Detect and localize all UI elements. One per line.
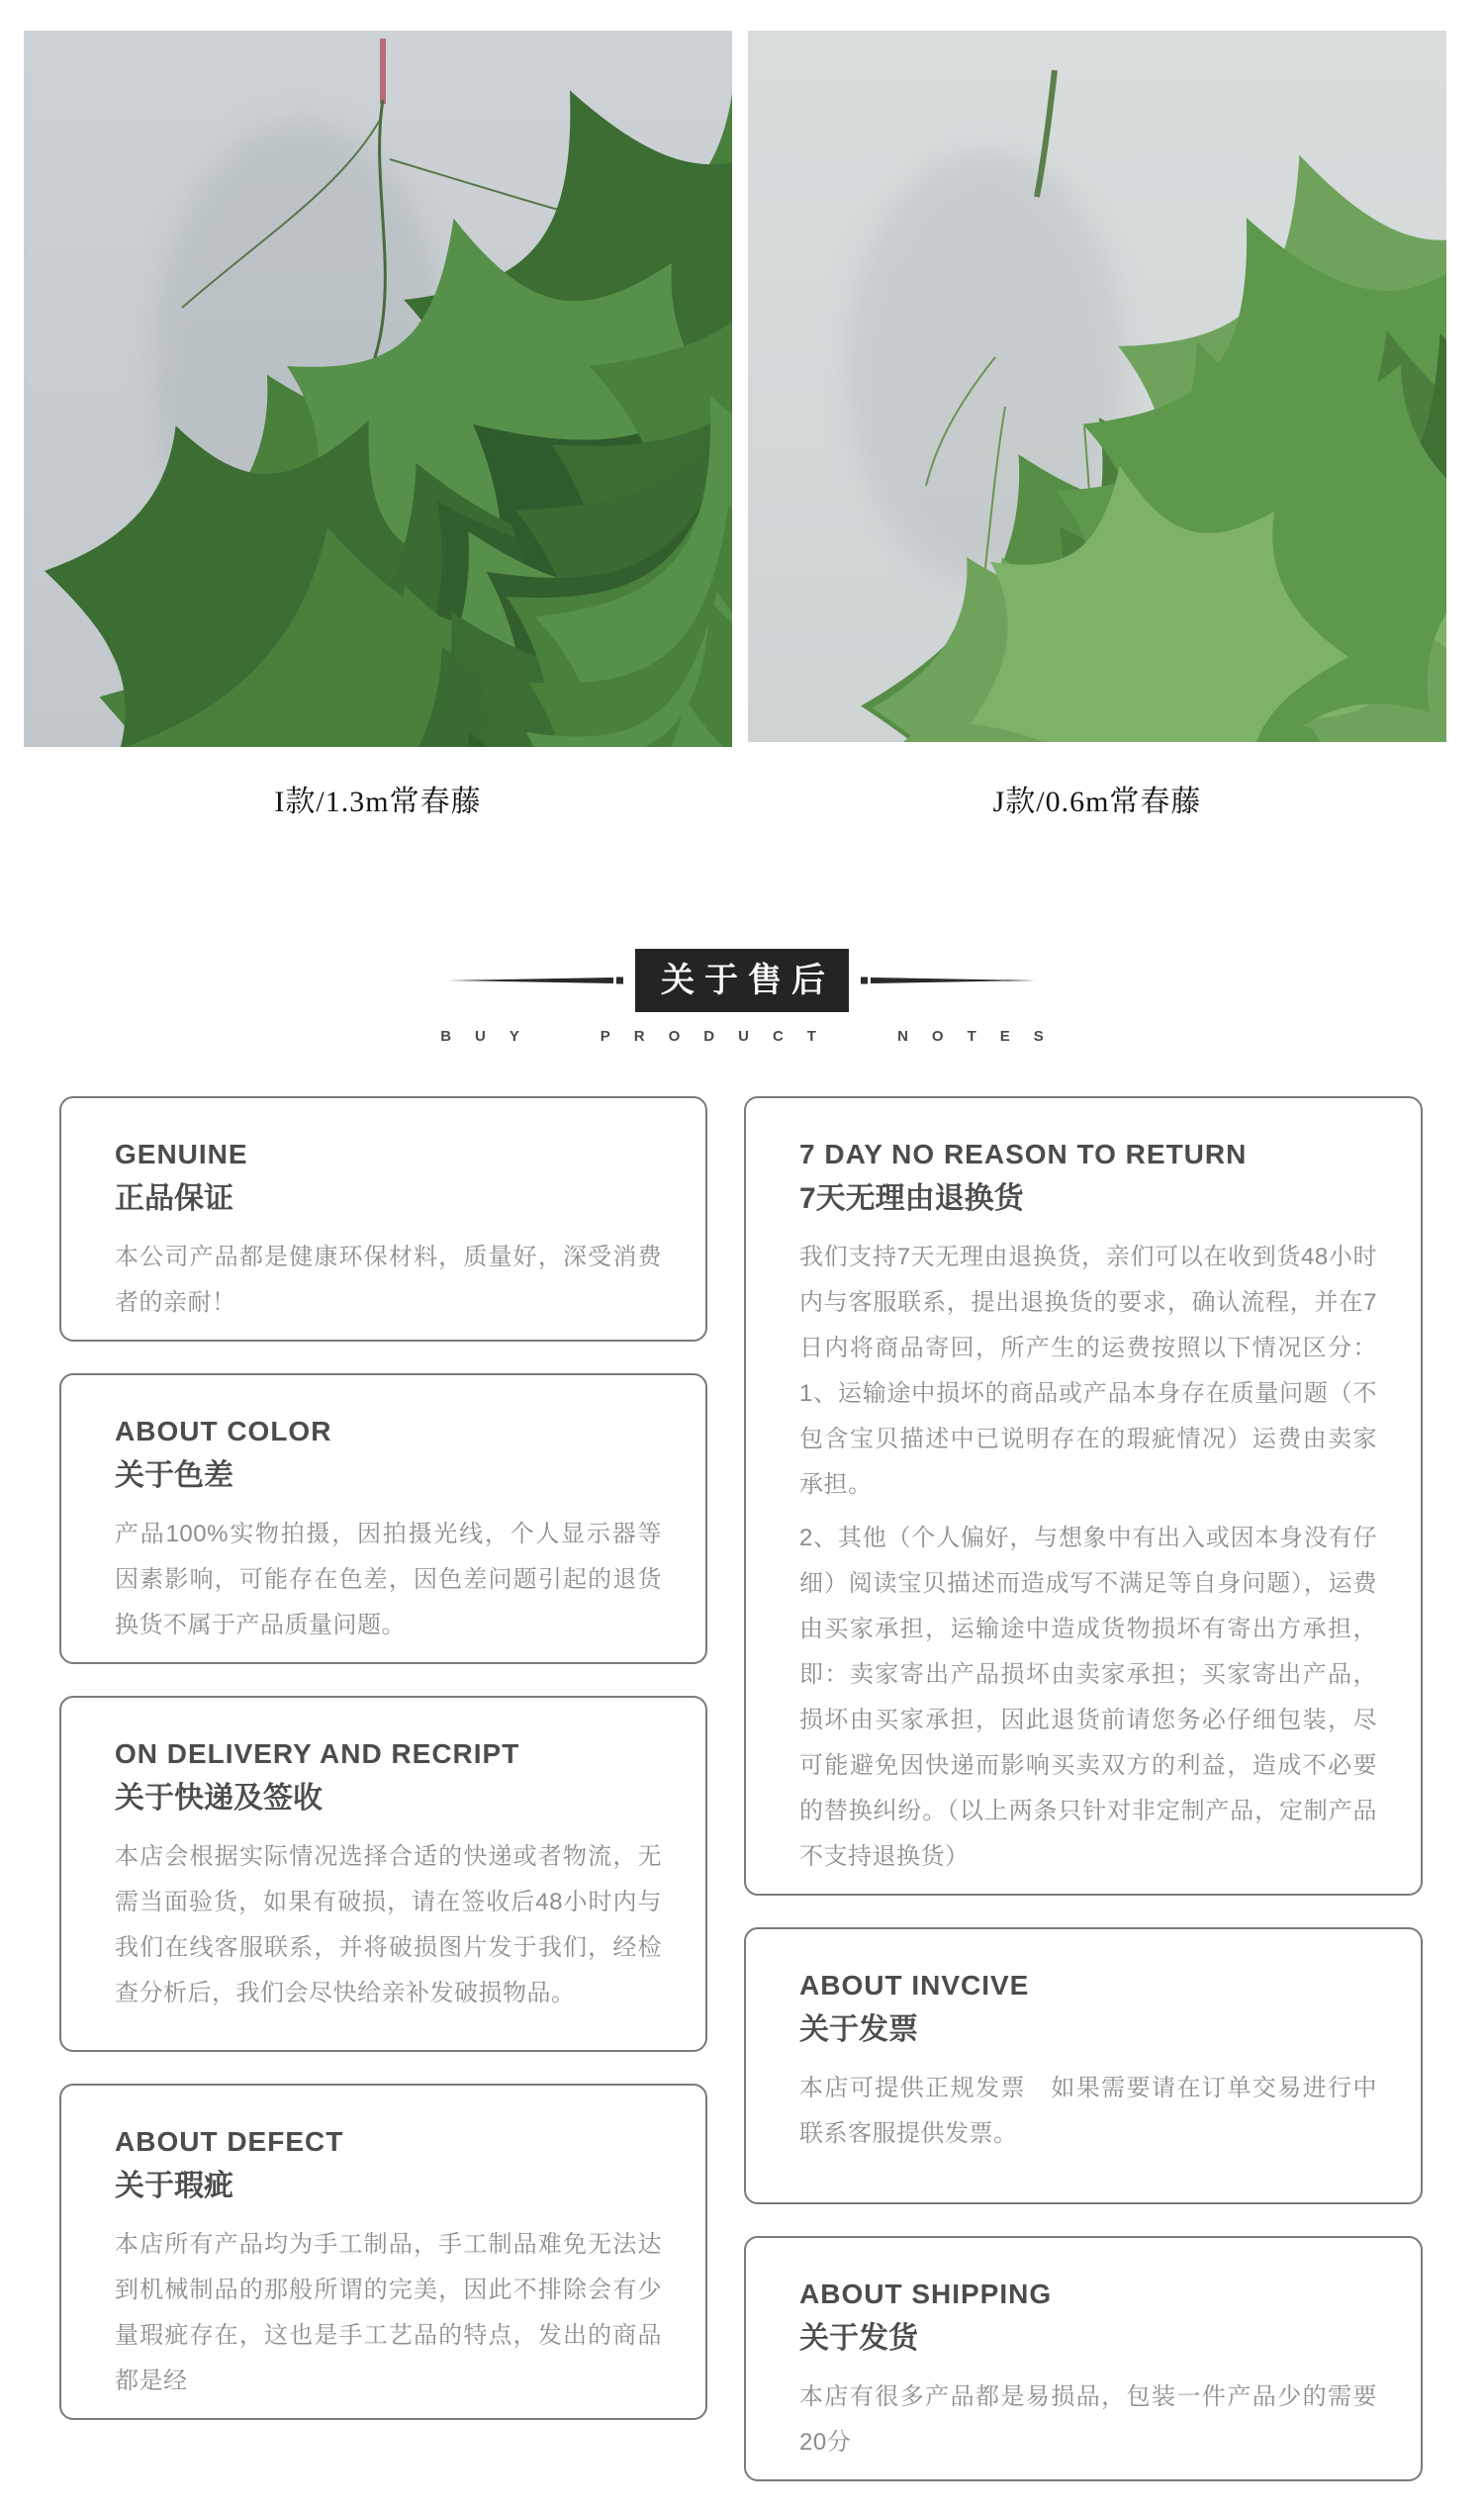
card-body: 本店会根据实际情况选择合适的快递或者物流，无需当面验货，如果有破损，请在签收后48小时内与我们在线客服联系，并将破损图片发于我们，经检查分析后，我们会尽快给亲补发破损物品。 [115, 1843, 662, 2006]
card-title: ABOUT SHIPPING [799, 2279, 1053, 2309]
card-subtitle: 7天无理由退换货 [799, 1182, 1024, 1215]
product-photo-long-ivy[interactable] [24, 31, 732, 747]
card-title: GENUINE [115, 1139, 248, 1169]
card-title: ON DELIVERY AND RECRIPT [115, 1738, 520, 1769]
card-subtitle: 正品保证 [115, 1182, 233, 1215]
card-subtitle: 关于瑕疵 [115, 2170, 233, 2202]
section-title-box: 关于售后 [635, 949, 849, 1012]
card-title: ABOUT INVCIVE [799, 1970, 1030, 2001]
card-body: 产品100%实物拍摄，因拍摄光线，个人显示器等因素影响，可能存在色差，因色差问题引起的退货换货不属于产品质量问题。 [115, 1521, 662, 1638]
ivy-plant-long-illustration [24, 31, 732, 747]
header-line-left-icon [447, 976, 625, 985]
card-genuine [59, 1096, 707, 1342]
card-title: ABOUT COLOR [115, 1416, 332, 1446]
card-7day-return [744, 1096, 1423, 1896]
cards-column-right [744, 1096, 1423, 2513]
card-title: 7 DAY NO REASON TO RETURN [799, 1139, 1248, 1169]
card-subtitle: 关于色差 [115, 1459, 233, 1492]
caption-long-ivy: I款/1.3m常春藤 [274, 786, 482, 818]
cards-column-left [59, 1096, 707, 2452]
caption-short-ivy: J款/0.6m常春藤 [992, 786, 1202, 818]
caption-row [0, 777, 1484, 820]
card-subtitle: 关于发票 [799, 2013, 918, 2046]
card-body: 本公司产品都是健康环保材料，质量好，深受消费者的亲耐！ [115, 1244, 662, 1316]
after-sales-cards [59, 1096, 1484, 2513]
card-subtitle: 关于发货 [799, 2322, 918, 2355]
card-body: 本店有很多产品都是易损品，包装一件产品少的需要20分 [799, 2383, 1377, 2456]
section-subtitle-letters: BUY PRODUCT NOTES [440, 1028, 1067, 1045]
card-body: 本店所有产品均为手工制品，手工制品难免无法达到机械制品的那般所谓的完美，因此不排除会有少量瑕疵存在，这也是手工艺品的特点，发出的商品都是经 [115, 2231, 662, 2394]
product-photo-short-ivy[interactable] [748, 31, 1446, 742]
card-body: 本店可提供正规发票 如果需要请在订单交易进行中联系客服提供发票。 [799, 2075, 1377, 2147]
foliage [24, 31, 732, 747]
card-title: ABOUT DEFECT [115, 2126, 344, 2157]
card-about-defect [59, 2084, 707, 2420]
card-body: 我们支持7天无理由退换货，亲们可以在收到货48小时内与客服联系，提出退换货的要求，确认流程，并在7日内将商品寄回，所产生的运费按照以下情况区分：1、运输途中损坏的商品或产品本身存在质量问题（不包含宝贝描述中已说明存在的瑕疵情况）运费由卖家承担。 [799, 1244, 1377, 1498]
card-about-invoice [744, 1927, 1423, 2204]
card-about-color [59, 1373, 707, 1664]
header-line-right-icon [859, 976, 1037, 985]
card-delivery-receipt [59, 1696, 707, 2052]
card-body-2: 2、其他（个人偏好，与想象中有出入或因本身没有仔细）阅读宝贝描述而造成写不满足等自身问题），运费由买家承担，运输途中造成货物损坏有寄出方承担，即：卖家寄出产品损坏由卖家承担；买家寄出产品，损坏由买家承担，因此退货前请您务必仔细包装，尽可能避免因快递而影响买卖双方的利益，造成不必要的替换纠纷。（以上两条只针对非定制产品，定制产品不支持退换货） [799, 1525, 1377, 1870]
product-photo-row [0, 31, 1484, 747]
card-subtitle: 关于快递及签收 [115, 1782, 323, 1815]
section-header [0, 949, 1484, 1012]
card-about-shipping [744, 2236, 1423, 2481]
ivy-plant-short-illustration [748, 31, 1446, 742]
